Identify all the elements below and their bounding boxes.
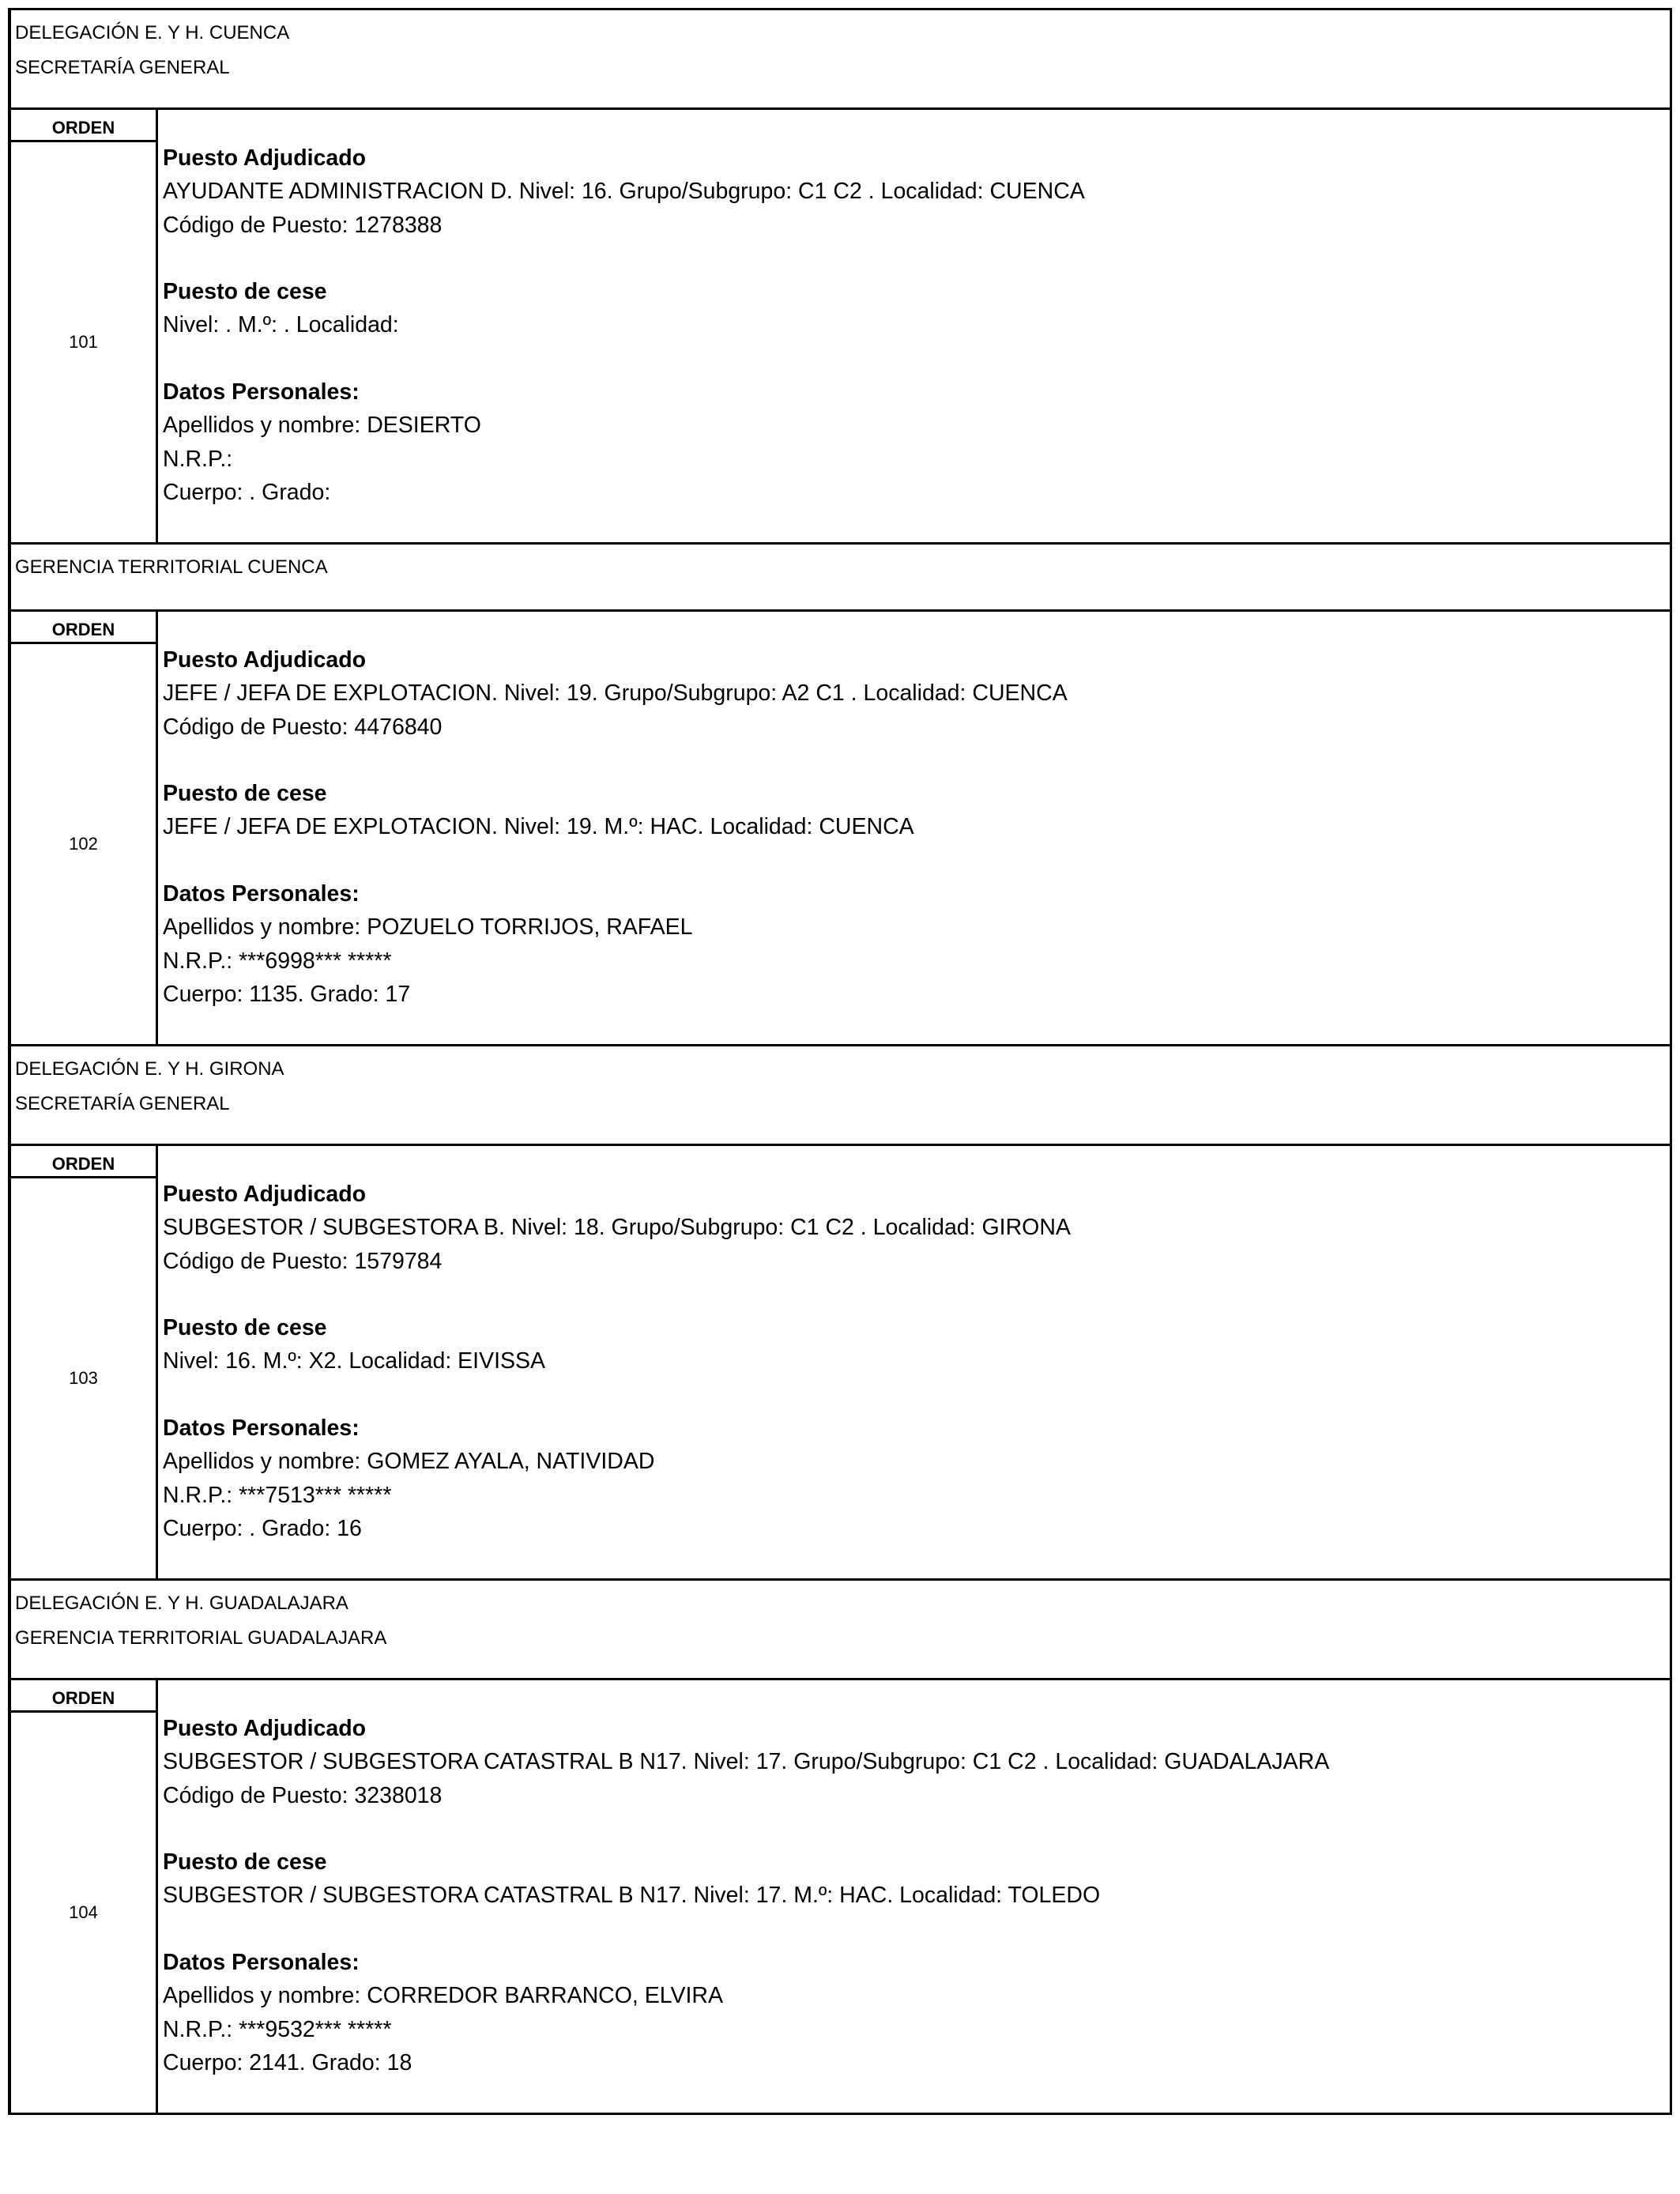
orden-column bbox=[11, 110, 158, 542]
datos-personales-heading: Datos Personales: bbox=[163, 1416, 360, 1442]
nrp-line: N.R.P.: ***7513*** ***** bbox=[163, 1482, 392, 1508]
record-row bbox=[11, 1146, 1670, 1581]
record-details bbox=[158, 110, 1670, 542]
puesto-cese-heading: Puesto de cese bbox=[163, 1849, 327, 1875]
document-table bbox=[8, 8, 1672, 2115]
puesto-adjudicado-heading: Puesto Adjudicado bbox=[163, 1716, 367, 1741]
nombre-line: Apellidos y nombre: DESIERTO bbox=[163, 413, 481, 439]
nrp-line: N.R.P.: bbox=[163, 446, 233, 472]
datos-personales-heading: Datos Personales: bbox=[163, 881, 360, 907]
orden-column bbox=[11, 1680, 158, 2113]
nombre-line: Apellidos y nombre: GOMEZ AYALA, NATIVIDAD bbox=[163, 1449, 655, 1475]
record-row bbox=[11, 110, 1670, 545]
puesto-cese-heading: Puesto de cese bbox=[163, 1315, 327, 1341]
puesto-adjudicado-heading: Puesto Adjudicado bbox=[163, 1182, 367, 1207]
puesto-adjudicado-line: JEFE / JEFA DE EXPLOTACION. Nivel: 19. Grupo/Subgrupo: A2 C1 . Localidad: CUENCA bbox=[163, 680, 1068, 707]
codigo-puesto-line: Código de Puesto: 3238018 bbox=[163, 1782, 443, 1808]
codigo-puesto-line: Código de Puesto: 1579784 bbox=[163, 1248, 443, 1274]
record-row bbox=[11, 612, 1670, 1046]
nombre-line: Apellidos y nombre: POZUELO TORRIJOS, RAFAEL bbox=[163, 914, 693, 941]
puesto-adjudicado-heading: Puesto Adjudicado bbox=[163, 647, 367, 673]
section-line: DELEGACIÓN E. Y H. CUENCA bbox=[15, 22, 290, 43]
cuerpo-line: Cuerpo: . Grado: 16 bbox=[163, 1515, 362, 1541]
puesto-cese-line: Nivel: 16. M.º: X2. Localidad: EIVISSA bbox=[163, 1348, 546, 1374]
section-line: DELEGACIÓN E. Y H. GIRONA bbox=[15, 1058, 284, 1080]
record-details bbox=[158, 1680, 1670, 2113]
nrp-line: N.R.P.: ***9532*** ***** bbox=[163, 2016, 392, 2042]
codigo-puesto-line: Código de Puesto: 1278388 bbox=[163, 212, 443, 238]
orden-column bbox=[11, 1146, 158, 1578]
puesto-adjudicado-heading: Puesto Adjudicado bbox=[163, 145, 367, 171]
section-line: GERENCIA TERRITORIAL CUENCA bbox=[15, 556, 328, 578]
puesto-cese-line: JEFE / JEFA DE EXPLOTACION. Nivel: 19. M.º: HAC. Localidad: CUENCA bbox=[163, 814, 914, 840]
orden-number: 101 bbox=[69, 332, 98, 352]
datos-personales-heading: Datos Personales: bbox=[163, 1950, 360, 1976]
orden-number: 103 bbox=[69, 1368, 98, 1388]
puesto-adjudicado-line: SUBGESTOR / SUBGESTORA CATASTRAL B N17. Nivel: 17. Grupo/Subgrupo: C1 C2 . Localidad: GUADALAJARA bbox=[163, 1749, 1330, 1775]
orden-header: ORDEN bbox=[11, 1680, 156, 1713]
puesto-cese-heading: Puesto de cese bbox=[163, 781, 327, 807]
orden-number: 102 bbox=[69, 834, 98, 854]
section-line: SECRETARÍA GENERAL bbox=[15, 1093, 230, 1114]
orden-header: ORDEN bbox=[11, 1146, 156, 1178]
nrp-line: N.R.P.: ***6998*** ***** bbox=[163, 948, 392, 974]
orden-header: ORDEN bbox=[11, 110, 156, 142]
section-header bbox=[11, 1046, 1670, 1146]
datos-personales-heading: Datos Personales: bbox=[163, 379, 360, 405]
section-header bbox=[11, 10, 1670, 110]
record-details bbox=[158, 612, 1670, 1044]
cuerpo-line: Cuerpo: 1135. Grado: 17 bbox=[163, 981, 411, 1007]
section-line: GERENCIA TERRITORIAL GUADALAJARA bbox=[15, 1627, 387, 1649]
cuerpo-line: Cuerpo: . Grado: bbox=[163, 479, 331, 505]
puesto-cese-heading: Puesto de cese bbox=[163, 279, 327, 305]
cuerpo-line: Cuerpo: 2141. Grado: 18 bbox=[163, 2049, 412, 2075]
puesto-cese-line: Nivel: . M.º: . Localidad: bbox=[163, 312, 399, 338]
orden-header: ORDEN bbox=[11, 612, 156, 644]
section-line: DELEGACIÓN E. Y H. GUADALAJARA bbox=[15, 1593, 348, 1614]
orden-number: 104 bbox=[69, 1902, 98, 1922]
puesto-adjudicado-line: SUBGESTOR / SUBGESTORA B. Nivel: 18. Grupo/Subgrupo: C1 C2 . Localidad: GIRONA bbox=[163, 1215, 1071, 1241]
section-header bbox=[11, 1581, 1670, 1680]
section-header bbox=[11, 545, 1670, 612]
section-line: SECRETARÍA GENERAL bbox=[15, 57, 230, 78]
puesto-cese-line: SUBGESTOR / SUBGESTORA CATASTRAL B N17. Nivel: 17. M.º: HAC. Localidad: TOLEDO bbox=[163, 1883, 1101, 1909]
orden-column bbox=[11, 612, 158, 1044]
record-details bbox=[158, 1146, 1670, 1578]
nombre-line: Apellidos y nombre: CORREDOR BARRANCO, ELVIRA bbox=[163, 1983, 724, 2009]
puesto-adjudicado-line: AYUDANTE ADMINISTRACION D. Nivel: 16. Grupo/Subgrupo: C1 C2 . Localidad: CUENCA bbox=[163, 179, 1085, 205]
record-row bbox=[11, 1680, 1670, 2115]
codigo-puesto-line: Código de Puesto: 4476840 bbox=[163, 714, 443, 740]
